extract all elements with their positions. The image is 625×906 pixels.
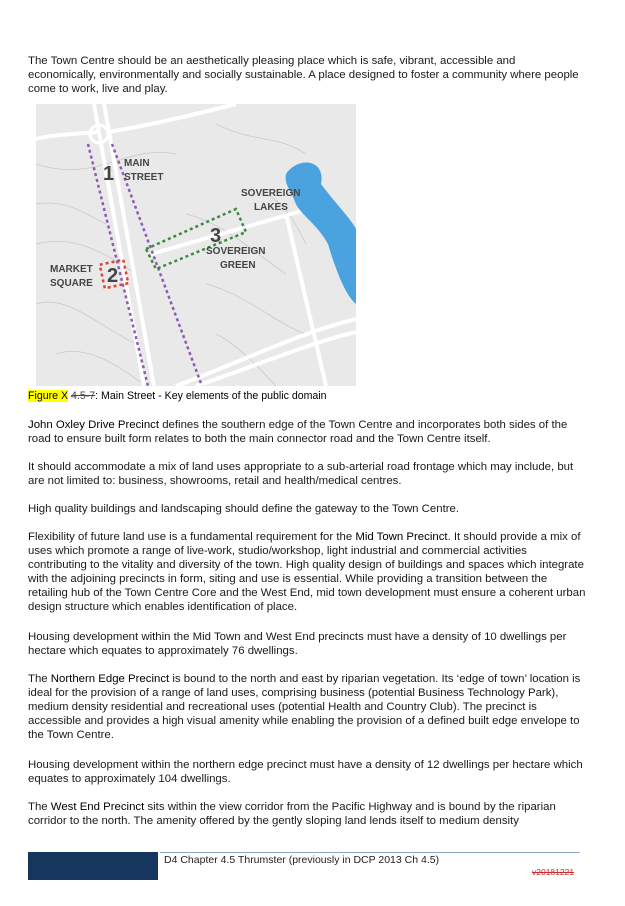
map-number-2: 2 [107,265,119,287]
mid-town-precinct-name: Mid Town Precinct [355,531,448,543]
land-uses-paragraph: It should accommodate a mix of land uses appropriate to a sub-arterial road frontage which may include, but are not limited to: business, showrooms, retail and health/medical centres. [28,461,574,487]
west-end-precinct-name: West End Precinct [50,801,145,813]
mid-town-text: . It should provide a mix of uses which promote a range of live-work, studio/workshop, light industrial and commercial activities contributing to the vitality and diversity of the town. High quality design of buildings and spaces which integrate with the adjoining precincts in form, siting and use is essential. While providing a transition between the retailing hub of the Town Centre Core and the West End, mid town development must ensure a coherent urban design structure which enables identification of place. [28,531,586,613]
footer-divider [160,852,580,853]
mid-town-intro: Flexibility of future land use is a fundamental requirement for the [28,531,356,543]
figure-label: Figure X [28,390,69,402]
john-oxley-precinct-name: John Oxley Drive Precinct [28,419,160,431]
map-label-lakes: LAKES [254,202,288,213]
northern-edge-precinct-name: Northern Edge Precinct [50,673,170,685]
john-oxley-paragraph [28,418,586,446]
northern-edge-intro: The [28,673,51,685]
west-end-intro: The [28,801,51,813]
map-label-sovereign-lakes: SOVEREIGN [241,188,301,199]
map-label-main: MAIN [124,158,150,169]
footer-version: v20181221 [532,867,575,877]
map-label-market: MARKET [50,264,93,275]
map-label-sovereign-green: SOVEREIGN [206,246,266,257]
john-oxley-text: defines the southern edge of the Town Centre and incorporates both sides of the road to ensure built form relates to both the main connector road and the Town Centre itself. [28,419,568,445]
northern-edge-text: is bound to the north and east by riparian vegetation. Its ‘edge of town’ location is ideal for the provision of a range of land uses, comprising business (potential Business Technology Park), medium density residential and recreational uses (potential Health and Country Club). The precinct is accessible and provides a high visual amenity while enabling the provision of a defined built edge envelope to the Town Centre. [28,673,581,741]
figure-caption [28,390,327,403]
map-label-green: GREEN [220,260,256,271]
gateway-paragraph: High quality buildings and landscaping should define the gateway to the Town Centre. [28,503,460,515]
footer-color-bar [28,852,158,880]
northern-edge-paragraph [28,672,586,742]
map-number-1: 1 [103,163,115,185]
west-end-text: sits within the view corridor from the Pacific Highway and is bound by the riparian corridor to the north. The amenity offered by the gently sloping land lends itself to medium density [28,801,556,827]
footer-title: D4 Chapter 4.5 Thrumster (previously in DCP 2013 Ch 4.5) [164,854,440,866]
map-number-3: 3 [210,225,222,247]
main-street-map [36,104,356,386]
housing-north-paragraph: Housing development within the northern edge precinct must have a density of 12 dwellings per hectare which equates to approximately 104 dwellings. [28,759,583,785]
figure-old-number: 4.5-7 [71,390,96,402]
mid-town-paragraph [28,530,586,614]
map-label-square: SQUARE [50,278,93,289]
west-end-paragraph [28,800,586,828]
housing-mid-paragraph: Housing development within the Mid Town and West End precincts must have a density of 10 dwellings per hectare which equates to approximately 76 dwellings. [28,631,567,657]
intro-paragraph: The Town Centre should be an aesthetically pleasing place which is safe, vibrant, accessible and economically, environmentally and socially sustainable. A place designed to foster a community where people come to work, live and play. [28,55,579,95]
map-label-street: STREET [124,172,164,183]
figure-caption-text: : Main Street - Key elements of the public domain [95,390,327,402]
